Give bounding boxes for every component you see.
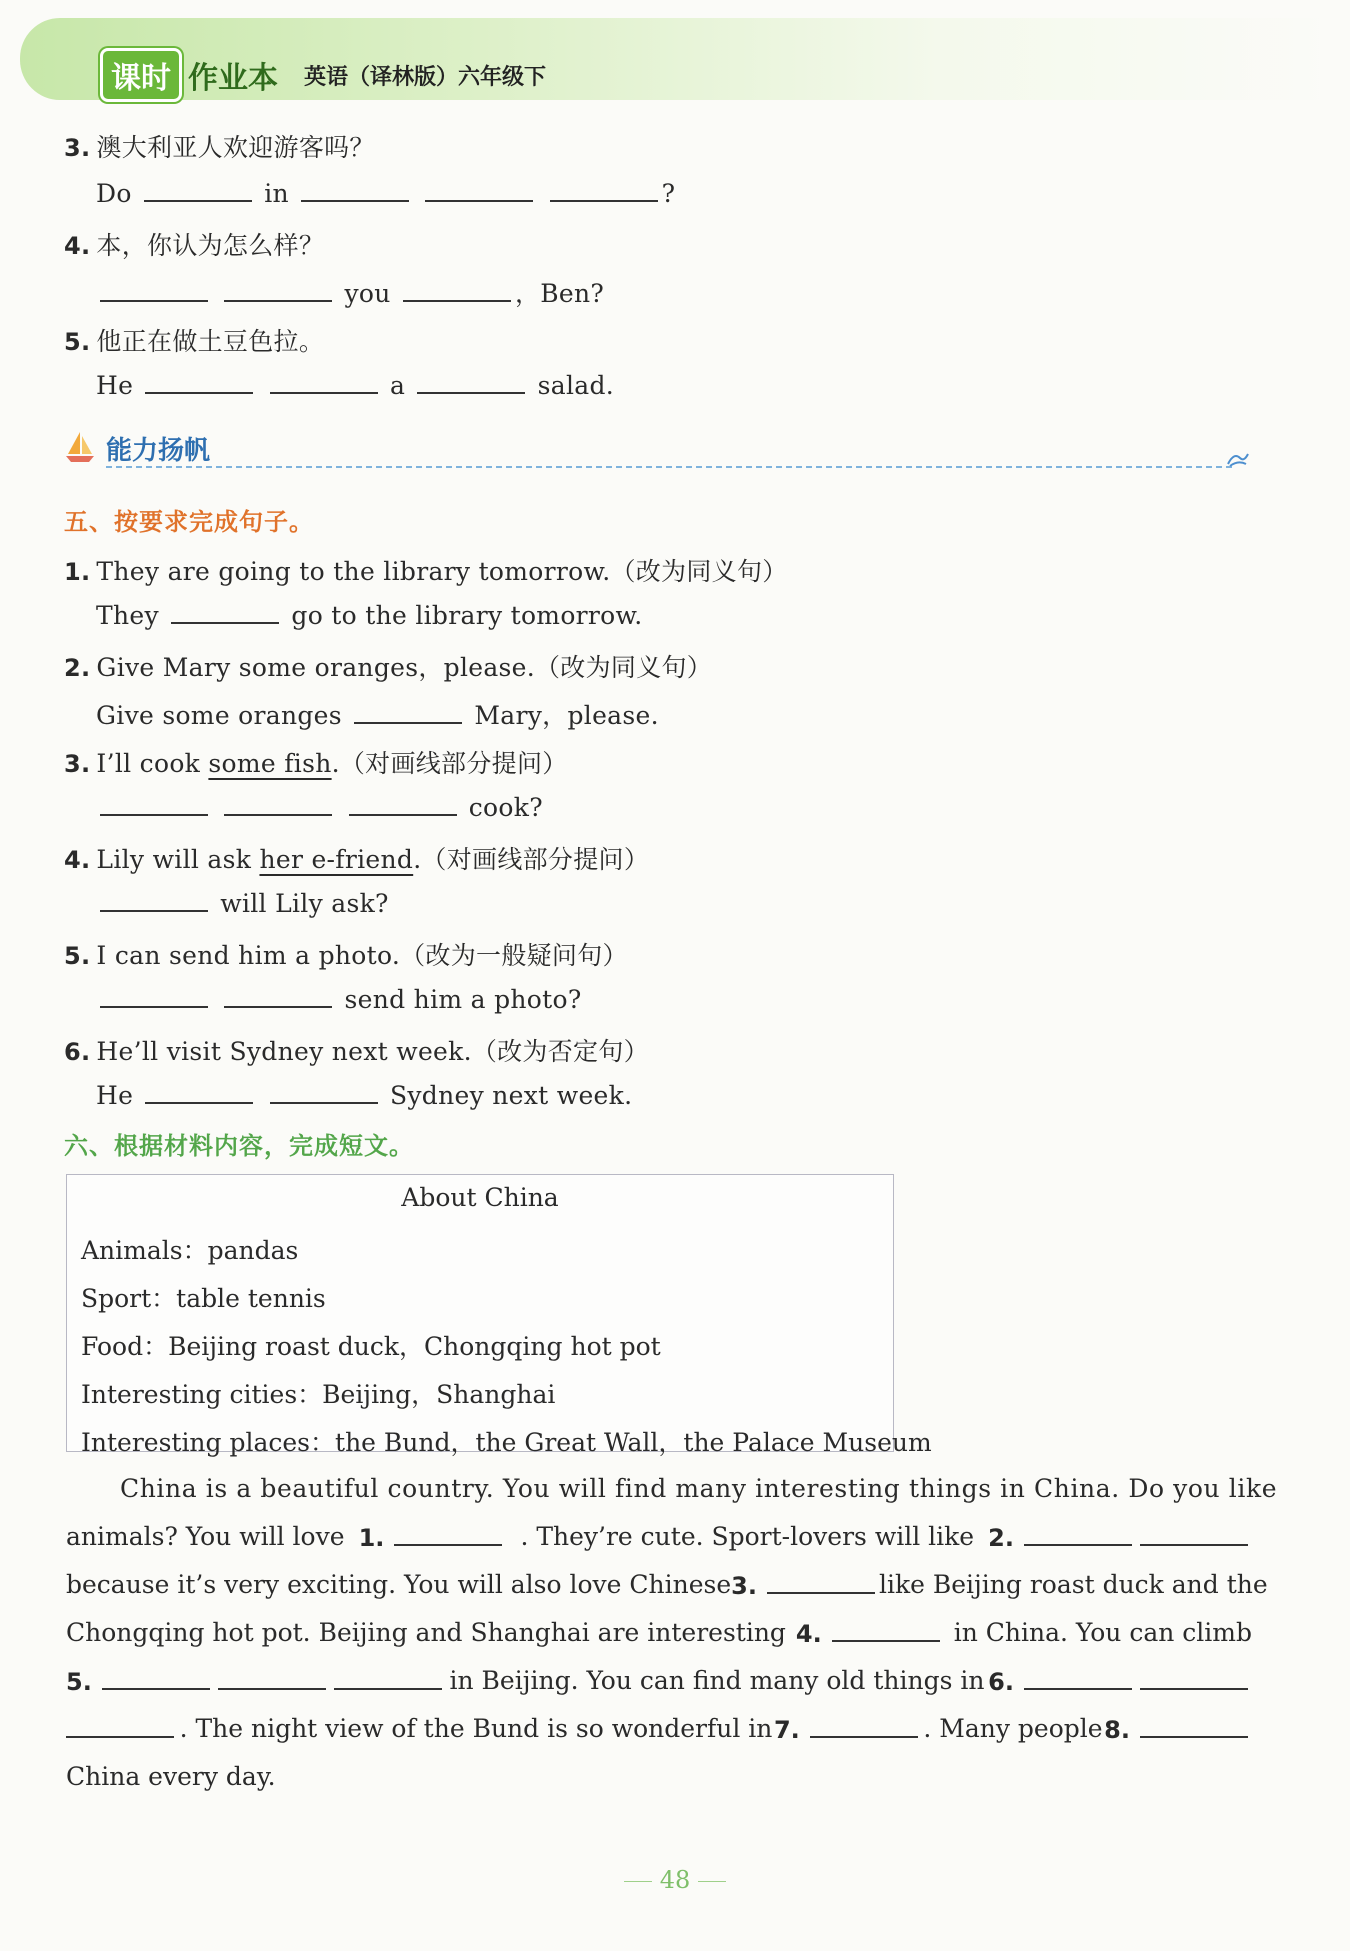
wave-icon	[1226, 448, 1250, 468]
blank-number: 7.	[773, 1716, 800, 1744]
q-text: .（对画线部分提问）	[413, 845, 650, 874]
passage-text: . They’re cute. Sport-lovers will like	[520, 1522, 975, 1551]
answer-blank[interactable]	[100, 792, 208, 816]
blank-number: 8.	[1104, 1716, 1130, 1744]
answer-word: Mary，please.	[474, 701, 659, 730]
passage-line	[66, 1522, 1252, 1552]
underlined-phrase: her e-friend	[259, 845, 414, 874]
answer-blank[interactable]	[144, 178, 252, 202]
answer-blank[interactable]	[301, 178, 409, 202]
blank-number: 1.	[358, 1524, 385, 1552]
q5-1-answer	[96, 600, 643, 630]
section-title: 能力扬帆	[106, 436, 211, 466]
box-row: Interesting places：the Bund，the Great Wall，the Palace Museum	[81, 1428, 932, 1457]
answer-word: a	[389, 371, 406, 400]
footer-rule	[624, 1881, 652, 1882]
part6-heading: 六、根据材料内容，完成短文。	[64, 1132, 414, 1160]
q-text: Lily will ask	[96, 845, 260, 874]
answer-blank[interactable]	[171, 600, 279, 624]
answer-blank[interactable]	[394, 1522, 502, 1546]
passage-text: China every day.	[66, 1762, 276, 1791]
answer-word: cook?	[468, 793, 543, 822]
answer-word: ，Ben?	[514, 279, 605, 308]
q-text: 澳大利亚人欢迎游客吗？	[96, 133, 375, 162]
q5-3-answer	[96, 792, 543, 822]
answer-blank[interactable]	[100, 984, 208, 1008]
page-number: 48	[659, 1866, 691, 1894]
answer-blank[interactable]	[224, 278, 332, 302]
q-text: He’ll visit Sydney next week.（改为否定句）	[96, 1037, 649, 1066]
q4-4-prompt	[64, 226, 324, 262]
answer-word: Give some oranges	[96, 701, 342, 730]
answer-word: you	[344, 279, 391, 308]
answer-blank[interactable]	[224, 792, 332, 816]
q5-1-prompt	[64, 552, 788, 588]
answer-blank[interactable]	[417, 370, 525, 394]
q-number: 3.	[64, 750, 91, 778]
passage-line	[66, 1570, 1268, 1600]
answer-blank[interactable]	[1140, 1666, 1248, 1690]
section-divider	[106, 466, 1232, 468]
q4-3-prompt	[64, 128, 375, 164]
answer-blank[interactable]	[550, 178, 658, 202]
passage-text: animals? You will love	[66, 1522, 345, 1551]
box-row: Interesting cities：Beijing，Shanghai	[81, 1380, 556, 1409]
answer-blank[interactable]	[100, 278, 208, 302]
passage-text: like Beijing roast duck and the	[879, 1570, 1268, 1599]
q-text: Give Mary some oranges，please.（改为同义句）	[96, 653, 713, 682]
passage-line	[66, 1474, 1278, 1503]
passage-text: in China. You can climb	[953, 1618, 1252, 1647]
answer-blank[interactable]	[1140, 1522, 1248, 1546]
q-text: I’ll cook	[96, 749, 209, 778]
q-number: 4.	[64, 232, 91, 260]
passage-line	[66, 1714, 1252, 1744]
underlined-phrase: some fish	[208, 749, 332, 778]
answer-blank[interactable]	[334, 1666, 442, 1690]
blank-number: 3.	[731, 1572, 757, 1600]
passage-text: in Beijing. You can find many old things in	[449, 1666, 985, 1695]
answer-blank[interactable]	[100, 888, 208, 912]
answer-word: Do	[96, 179, 132, 208]
answer-word: go to the library tomorrow.	[291, 601, 643, 630]
q-number: 5.	[64, 942, 91, 970]
q-number: 4.	[64, 846, 91, 874]
brand-name: 作业本	[188, 61, 278, 96]
answer-blank[interactable]	[354, 700, 462, 724]
q-text: I can send him a photo.（改为一般疑问句）	[96, 941, 628, 970]
answer-blank[interactable]	[145, 1080, 253, 1104]
passage-text: because it’s very exciting. You will also love Chinese	[66, 1570, 732, 1599]
q-text: They are going to the library tomorrow.（改为同义句）	[96, 557, 788, 586]
answer-blank[interactable]	[767, 1570, 875, 1594]
passage-text: Chongqing hot pot. Beijing and Shanghai are interesting	[66, 1618, 786, 1647]
answer-word: ?	[661, 179, 676, 208]
q-text: .（对画线部分提问）	[331, 749, 568, 778]
q5-5-prompt	[64, 936, 628, 972]
answer-blank[interactable]	[1024, 1666, 1132, 1690]
q5-6-answer	[96, 1080, 632, 1110]
box-row: Sport：table tennis	[81, 1284, 326, 1313]
q4-3-answer	[96, 178, 675, 208]
answer-blank[interactable]	[66, 1714, 174, 1738]
q5-3-prompt	[64, 744, 568, 780]
answer-word: in	[264, 179, 289, 208]
answer-blank[interactable]	[810, 1714, 918, 1738]
q-text: 本，你认为怎么样？	[96, 231, 325, 260]
answer-word: He	[96, 371, 134, 400]
answer-word: They	[96, 601, 159, 630]
box-title: About China	[401, 1183, 559, 1212]
answer-blank[interactable]	[102, 1666, 210, 1690]
box-row: Food：Beijing roast duck，Chongqing hot pot	[81, 1332, 661, 1361]
answer-blank[interactable]	[224, 984, 332, 1008]
q-number: 2.	[64, 654, 91, 682]
q5-4-answer	[96, 888, 389, 918]
answer-blank[interactable]	[1140, 1714, 1248, 1738]
q-number: 5.	[64, 328, 91, 356]
answer-word: will Lily ask?	[220, 889, 389, 918]
q4-4-answer	[96, 274, 604, 310]
part5-heading: 五、按要求完成句子。	[64, 508, 314, 536]
answer-blank[interactable]	[218, 1666, 326, 1690]
answer-blank[interactable]	[270, 370, 378, 394]
q4-5-prompt	[64, 322, 324, 358]
answer-blank[interactable]	[270, 1080, 378, 1104]
brand	[100, 48, 546, 102]
answer-word: He	[96, 1081, 134, 1110]
footer-rule	[698, 1881, 726, 1882]
passage-text: . Many people	[923, 1714, 1103, 1743]
q4-5-answer	[96, 370, 614, 400]
about-china-box	[66, 1174, 932, 1457]
answer-blank[interactable]	[1024, 1522, 1132, 1546]
section-bar	[64, 428, 1250, 468]
q-number: 1.	[64, 558, 91, 586]
q-number: 6.	[64, 1038, 91, 1066]
q5-5-answer	[96, 984, 582, 1014]
blank-number: 6.	[988, 1668, 1014, 1696]
q-text: 他正在做土豆色拉。	[96, 327, 325, 356]
blank-number: 4.	[795, 1620, 822, 1648]
q-number: 3.	[64, 134, 91, 162]
passage-line	[66, 1666, 1252, 1696]
answer-blank[interactable]	[832, 1618, 940, 1642]
subject-title: 英语（译林版）六年级下	[304, 64, 547, 90]
passage-text: China is a beautiful country. You will find many interesting things in China. Do you like	[120, 1474, 1278, 1503]
page-footer	[0, 1866, 1350, 1894]
answer-blank[interactable]	[349, 792, 457, 816]
answer-blank[interactable]	[145, 370, 253, 394]
passage-line	[66, 1618, 1252, 1648]
answer-blank[interactable]	[403, 278, 511, 302]
answer-blank[interactable]	[425, 178, 533, 202]
answer-word: Sydney next week.	[389, 1081, 633, 1110]
sailboat-icon	[64, 430, 96, 464]
passage-line	[66, 1762, 1252, 1791]
box-row: Animals：pandas	[81, 1236, 299, 1265]
blank-number: 2.	[988, 1524, 1014, 1552]
passage-text: . The night view of the Bund is so wonderful in	[179, 1714, 773, 1743]
q5-4-prompt	[64, 840, 649, 876]
answer-word: send him a photo?	[344, 985, 582, 1014]
q5-2-answer	[96, 696, 659, 732]
blank-number: 5.	[66, 1668, 92, 1696]
q5-2-prompt	[64, 648, 712, 684]
answer-word: salad.	[537, 371, 615, 400]
brand-logo: 课时	[100, 48, 182, 102]
q5-6-prompt	[64, 1032, 649, 1068]
